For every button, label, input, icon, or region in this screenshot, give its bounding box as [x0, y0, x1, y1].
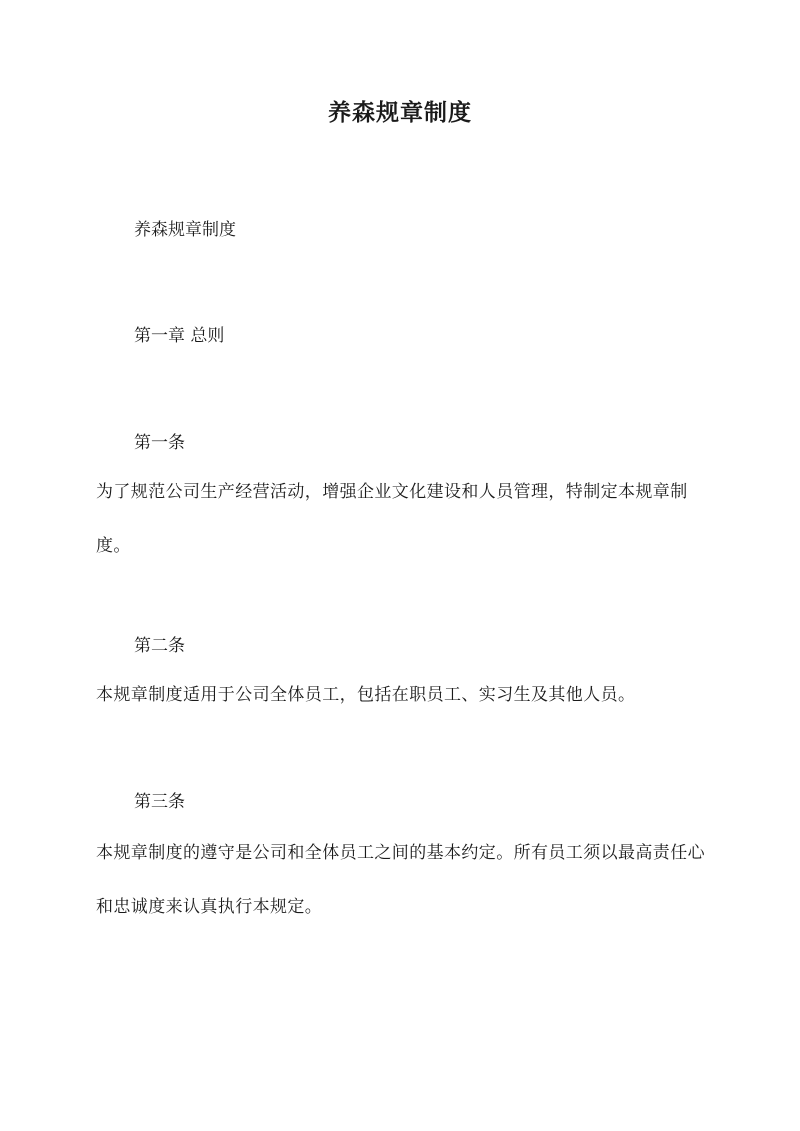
article-3-body: 本规章制度的遵守是公司和全体员工之间的基本约定。所有员工须以最高责任心和忠诚度来认真执行本规定。 [96, 843, 705, 917]
article-1-heading: 第一条 [134, 433, 185, 453]
article-2-heading: 第二条 [134, 636, 185, 656]
document-title: 养森规章制度 [328, 99, 472, 126]
article-2-body: 本规章制度适用于公司全体员工，包括在职员工、实习生及其他人员。 [96, 685, 636, 705]
article-3-heading: 第三条 [134, 792, 185, 812]
chapter-heading: 第一章 总则 [134, 326, 225, 346]
document-subtitle: 养森规章制度 [134, 220, 236, 240]
article-1-body: 为了规范公司生产经营活动，增强企业文化建设和人员管理，特制定本规章制度。 [96, 482, 688, 556]
